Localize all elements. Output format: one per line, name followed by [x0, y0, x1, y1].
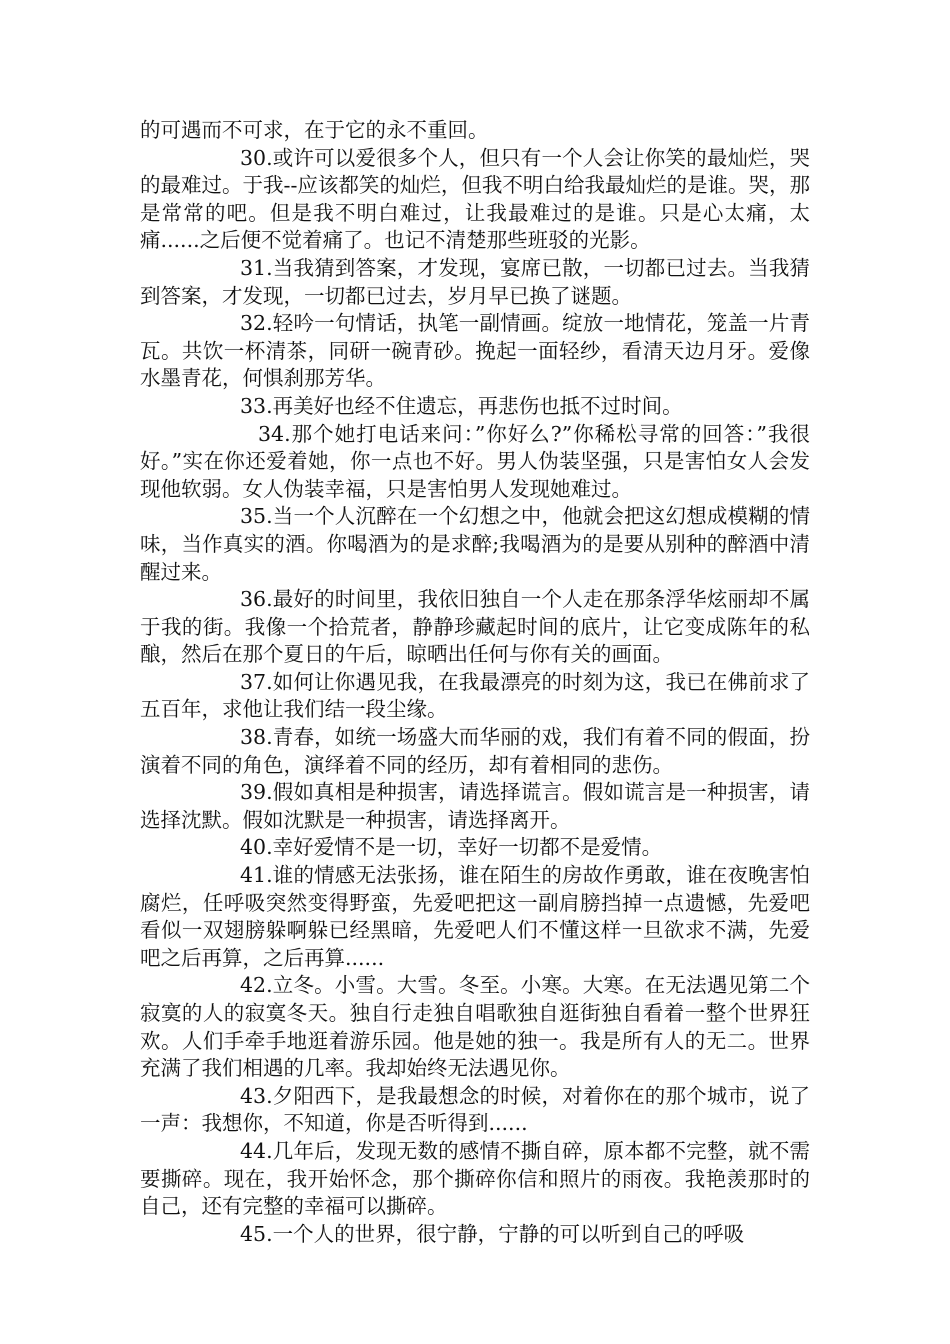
paragraph-39: 39.假如真相是种损害，请选择谎言。假如谎言是一种损害，请选择沈默。假如沈默是一种损害，请选择离开。	[140, 780, 810, 832]
paragraph-37: 37.如何让你遇见我，在我最漂亮的时刻为这，我已在佛前求了五百年，求他让我们结一段尘缘。	[140, 669, 810, 722]
paragraph-42: 42.立冬。小雪。大雪。冬至。小寒。大寒。在无法遇见第二个寂寞的人的寂寞冬天。独自行走独自唱歌独自逛街独自看着一整个世界狂欢。人们手牵手地逛着游乐园。他是她的独一。我是所有人的无二。世界充满了我们相遇的几率。我却始终无法遇见你。	[140, 973, 810, 1081]
paragraph-33: 33.再美好也经不住遗忘，再悲伤也抵不过时间。	[240, 393, 683, 418]
paragraph-45: 45.一个人的世界，很宁静，宁静的可以听到自己的呼吸	[240, 1221, 745, 1246]
paragraph-35: 35.当一个人沉醉在一个幻想之中，他就会把这幻想成模糊的情味，当作真实的酒。你喝酒为的是求醉;我喝酒为的是要从别种的醉酒中清醒过来。	[140, 504, 810, 584]
paragraph-31: 31.当我猜到答案，才发现，宴席已散，一切都已过去。当我猜到答案，才发现，一切都已过去，岁月早已换了谜题。	[140, 255, 810, 308]
paragraph-30: 30.或许可以爱很多个人，但只有一个人会让你笑的最灿烂，哭的最难过。于我--应该都笑的灿烂，但我不明白给我最灿烂的是谁。哭，那是常常的吧。但是我不明白难过，让我最难过的是谁。只是心太痛，太痛......之后便不觉着痛了。也记不清楚那些班驳的光影。	[140, 145, 810, 253]
paragraph-29-end: 的可遇而不可求，在于它的永不重回。	[140, 118, 489, 142]
paragraph-36: 36.最好的时间里，我依旧独自一个人走在那条浮华炫丽却不属于我的街。我像一个拾荒者，静静珍藏起时间的底片，让它变成陈年的私酿，然后在那个夏日的午后，晾晒出任何与你有关的画面。	[140, 587, 810, 667]
paragraph-41: 41.谁的情感无法张扬，谁在陌生的房故作勇敢，谁在夜晚害怕腐烂，任呼吸突然变得野蛮，先爱吧把这一副肩膀挡掉一点遗憾，先爱吧看似一双翅膀躲啊躲已经黑暗，先爱吧人们不懂这样一旦欲求不满，先爱吧之后再算，之后再算......	[140, 863, 810, 970]
paragraph-43: 43.夕阳西下，是我最想念的时候，对着你在的那个城市，说了一声：我想你，不知道，你是否听得到......	[140, 1083, 810, 1136]
document-body	[140, 117, 810, 1248]
paragraph-40: 40.幸好爱情不是一切，幸好一切都不是爱情。	[240, 835, 663, 860]
paragraph-44: 44.几年后，发现无数的感情不撕自碎，原本都不完整，就不需要撕碎。现在，我开始怀念，那个撕碎你信和照片的雨夜。我艳羡那时的自己，还有完整的幸福可以撕碎。	[140, 1138, 810, 1219]
paragraph-32: 32.轻吟一句情话，执笔一副情画。绽放一地情花，笼盖一片青瓦。共饮一杯清茶，同研一碗青砂。挽起一面轻纱，看清天边月牙。爱像水墨青花，何惧刹那芳华。	[140, 311, 810, 391]
paragraph-38: 38.青春，如统一场盛大而华丽的戏，我们有着不同的假面，扮演着不同的角色，演绎着不同的经历，却有着相同的悲伤。	[140, 725, 810, 777]
paragraph-34: 34.那个她打电话来问：”你好么?”你稀松寻常的回答：”我很好。”实在你还爱着她，你一点也不好。男人伪装坚强，只是害怕女人会发现他软弱。女人伪装幸福，只是害怕男人发现她难过。	[140, 421, 810, 501]
